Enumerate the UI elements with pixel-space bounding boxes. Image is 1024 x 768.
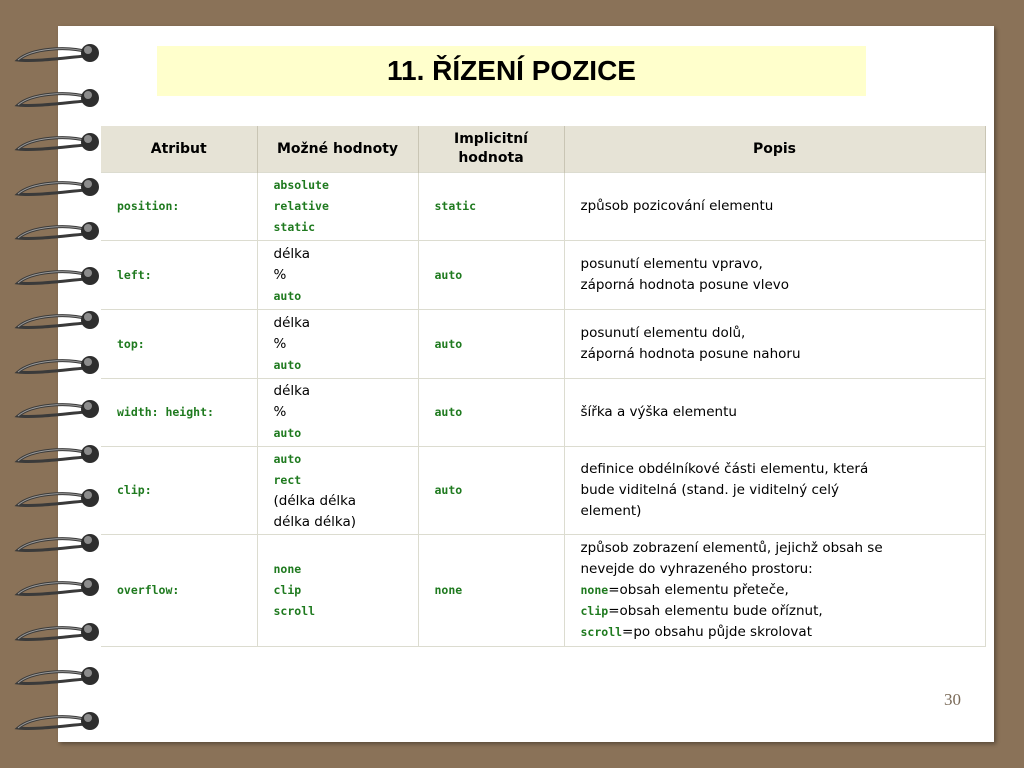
attribute-cell: [101, 447, 257, 535]
possible-value: délka: [273, 383, 310, 399]
binding-ring-icon: [12, 305, 104, 335]
description-text: definice obdélníkové části elementu, která: [580, 461, 869, 477]
binding-ring-icon: [12, 127, 104, 157]
default-value: auto: [434, 405, 463, 419]
attributes-table: [101, 126, 986, 647]
possible-value: délka: [273, 314, 310, 331]
table-header-row: [101, 126, 985, 173]
attribute-cell: [101, 535, 257, 647]
attribute-cell: [101, 241, 257, 310]
binding-ring-icon: [12, 216, 104, 246]
possible-value: relative: [273, 199, 329, 213]
table-row: [101, 173, 985, 241]
slide-title: 11. ŘÍZENÍ POZICE: [387, 55, 636, 86]
description-line: [581, 559, 977, 580]
possible-values-cell: [257, 379, 418, 447]
description-keyword: none: [580, 583, 609, 597]
possible-value: auto: [273, 288, 302, 303]
default-value-cell: [418, 379, 564, 447]
default-value: static: [434, 199, 477, 213]
description-text: bude viditelná (stand. je viditelný celý: [580, 482, 839, 498]
description-text: element): [580, 503, 642, 519]
possible-value: auto: [273, 426, 302, 440]
possible-value: délka délka): [273, 513, 357, 530]
table-row: [101, 241, 985, 310]
binding-ring-icon: [12, 572, 104, 602]
description-line: [581, 622, 977, 643]
possible-value: %: [273, 266, 287, 283]
binding-ring-icon: [12, 528, 104, 558]
possible-values-cell: [257, 310, 418, 379]
possible-value: auto: [273, 451, 302, 466]
description-text: šířka a výška elementu: [580, 404, 737, 420]
description-text: =po obsahu půjde skrolovat: [622, 624, 812, 640]
default-value-cell: [418, 535, 564, 647]
description-cell: [564, 173, 985, 241]
binding-ring-icon: [12, 661, 104, 691]
header-possible-values: Možné hodnoty: [257, 126, 418, 173]
page-number: 30: [944, 690, 961, 709]
description-line: [581, 538, 977, 559]
description-cell: [564, 535, 985, 647]
possible-value: %: [273, 335, 287, 352]
description-line: [581, 344, 977, 365]
attribute-cell: [101, 310, 257, 379]
header-attribute: Atribut: [101, 126, 257, 173]
header-default-value: Implicitní hodnota: [418, 126, 564, 173]
description-line: [581, 480, 977, 501]
attribute-cell: [101, 173, 257, 241]
default-value-cell: [418, 173, 564, 241]
description-line: [581, 580, 977, 601]
description-line: [581, 275, 977, 296]
attribute-name: overflow:: [117, 583, 180, 597]
binding-ring-icon: [12, 483, 104, 513]
binding-ring-icon: [12, 439, 104, 469]
spiral-binding: [0, 0, 110, 768]
description-text: posunutí elementu dolů,: [580, 325, 746, 341]
binding-ring-icon: [12, 350, 104, 380]
description-text: záporná hodnota posune vlevo: [580, 277, 790, 293]
default-value: auto: [434, 267, 463, 282]
possible-value: static: [273, 220, 316, 234]
description-line: [581, 459, 977, 480]
description-line: [581, 601, 977, 622]
binding-ring-icon: [12, 172, 104, 202]
description-text: =obsah elementu bude oříznut,: [608, 603, 823, 619]
table-row: [101, 447, 985, 535]
possible-value: rect: [273, 472, 302, 487]
possible-value: (délka délka: [273, 492, 357, 509]
description-cell: [564, 310, 985, 379]
default-value: none: [434, 583, 463, 597]
binding-ring-icon: [12, 617, 104, 647]
description-text: způsob pozicování elementu: [580, 198, 774, 214]
description-line: [581, 402, 977, 423]
description-cell: [564, 447, 985, 535]
description-text: způsob zobrazení elementů, jejichž obsah se: [580, 540, 883, 556]
possible-value: scroll: [273, 604, 316, 618]
binding-ring-icon: [12, 38, 104, 68]
binding-ring-icon: [12, 706, 104, 736]
attribute-name: clip:: [117, 483, 152, 497]
possible-values-cell: [257, 447, 418, 535]
possible-values-cell: [257, 535, 418, 647]
description-text: nevejde do vyhrazeného prostoru:: [580, 561, 813, 577]
possible-value: délka: [273, 245, 310, 262]
description-line: [581, 323, 977, 344]
attribute-name: left:: [117, 267, 152, 282]
attribute-name: position:: [117, 199, 180, 213]
binding-ring-icon: [12, 83, 104, 113]
description-text: záporná hodnota posune nahoru: [580, 346, 801, 362]
table-row: [101, 379, 985, 447]
description-keyword: clip: [580, 604, 609, 618]
possible-value: none: [273, 562, 302, 576]
default-value-cell: [418, 241, 564, 310]
description-cell: [564, 379, 985, 447]
header-description: Popis: [564, 126, 985, 173]
description-cell: [564, 241, 985, 310]
possible-values-cell: [257, 241, 418, 310]
default-value-cell: [418, 310, 564, 379]
possible-value: auto: [273, 357, 302, 372]
table-row: [101, 310, 985, 379]
description-line: [581, 196, 977, 217]
table-row: [101, 535, 985, 647]
description-line: [581, 501, 977, 522]
description-text: =obsah elementu přeteče,: [608, 582, 789, 598]
description-keyword: scroll: [580, 625, 623, 639]
attribute-name: width: height:: [117, 405, 214, 419]
possible-value: clip: [273, 583, 302, 597]
description-text: posunutí elementu vpravo,: [580, 256, 763, 272]
default-value: auto: [434, 336, 463, 351]
default-value-cell: [418, 447, 564, 535]
possible-value: %: [273, 404, 287, 420]
binding-ring-icon: [12, 261, 104, 291]
title-box: [157, 46, 866, 96]
description-line: [581, 254, 977, 275]
binding-ring-icon: [12, 394, 104, 424]
default-value: auto: [434, 483, 463, 497]
possible-values-cell: [257, 173, 418, 241]
attribute-cell: [101, 379, 257, 447]
possible-value: absolute: [273, 178, 329, 192]
attribute-name: top:: [117, 336, 145, 351]
